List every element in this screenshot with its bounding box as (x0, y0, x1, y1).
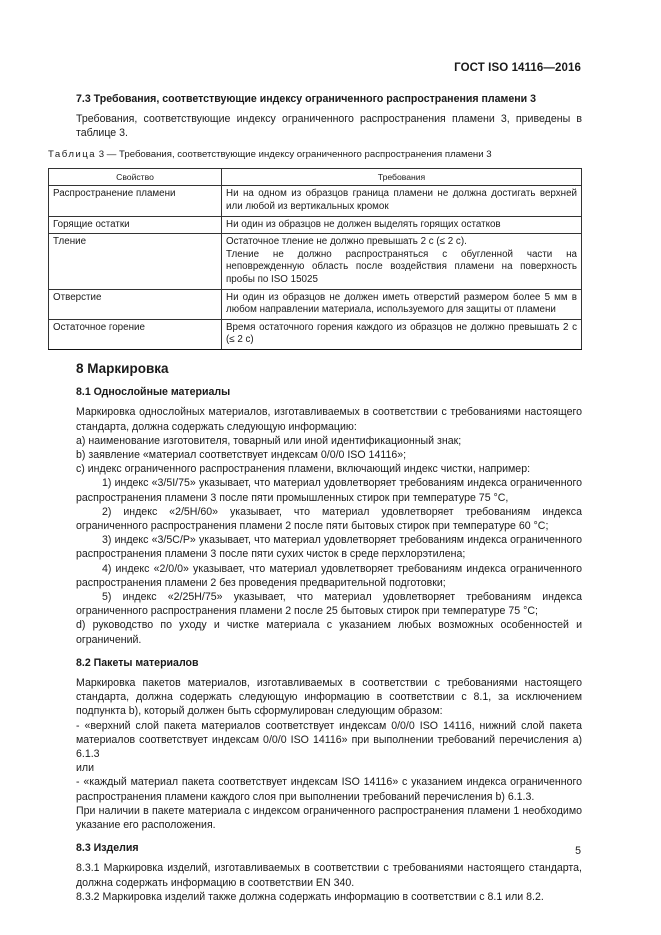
col-header-property: Свойство (49, 168, 222, 186)
row-property: Отверстие (49, 289, 222, 319)
section-8-3-1: 8.3.1 Маркировка изделий, изготавливаемых в соответствии с требованиями настоящего стандарта, должна содержать информацию в соответствии EN 340. (76, 862, 582, 889)
table-row (49, 319, 582, 349)
list-item-a: a) наименование изготовителя, товарный или иной идентификационный знак; (76, 434, 462, 447)
row-property: Горящие остатки (49, 216, 222, 234)
row-requirement-line: Тление не должно распространяться с обугленной части на неповрежденную область после воздействия пламени на поверхность пробы по ISO 15025 (226, 248, 577, 285)
list-item-d: d) руководство по уходу и чистке материала с указанием любых возможных особенностей и ограничений. (76, 619, 582, 646)
table-caption-word: Таблица (48, 148, 97, 160)
section-8-2-intro: Маркировка пакетов материалов, изготавливаемых в соответствии с требованиями настоящего стандарта, должна содержать следующую информацию в соответствии с 8.1, за исключением подпункта b), который должен быть сформулирован следующим образом: (76, 677, 582, 718)
row-property: Распространение пламени (49, 186, 222, 216)
requirements-table (48, 168, 582, 350)
table-row (49, 186, 582, 216)
section-8-heading: 8 Маркировка (76, 360, 169, 376)
row-requirement: Ни один из образцов не должен выделять горящих остатков (222, 216, 582, 234)
page-number: 5 (575, 845, 581, 857)
section-7-3-text: Требования, соответствующие индексу ограниченного распространения пламени 3, приведены в таблице 3. (76, 113, 582, 140)
section-8-3-2: 8.3.2 Маркировка изделий также должна содержать информацию в соответствии с 8.1 или 8.2. (76, 890, 544, 903)
list-subitem-1: 1) индекс «3/5I/75» указывает, что материал удовлетворяет требованиям индекса ограниченного распространения пламени 3 после пяти промышленных стирок при температуре 75 °C, (76, 477, 582, 504)
row-requirement-line: Остаточное тление не должно превышать 2 с (≤ 2 с). (226, 236, 467, 248)
table-caption (48, 148, 582, 162)
row-requirement: Ни один из образцов не должен иметь отверстий размером более 5 мм в любом направлении материала, используемого для защиты от пламени (222, 289, 582, 319)
list-subitem-5: 5) индекс «2/25H/75» указывает, что материал удовлетворяет требованиям индекса ограниченного распространения пламени 2 после 25 бытовых стирок при температуре 75 °C; (76, 590, 582, 618)
section-8-3-heading: 8.3 Изделия (76, 842, 139, 855)
row-requirement: Время остаточного горения каждого из образцов не должно превышать 2 с (≤ 2 с) (222, 319, 582, 349)
list-item-c: c) индекс ограниченного распространения пламени, включающий индекс чистки, например: (76, 463, 531, 476)
list-item-b: b) заявление «материал соответствует индексам 0/0/0 ISO 14116»; (76, 448, 407, 461)
row-property: Тление (49, 234, 222, 289)
table-row (49, 216, 582, 234)
section-8-1-heading: 8.1 Однослойные материалы (76, 386, 231, 399)
section-8-2-tail: При наличии в пакете материала с индексом ограниченного распространения пламени 1 необходимо указание его расположения. (76, 804, 582, 832)
row-requirement (222, 234, 582, 289)
table-row (49, 234, 582, 289)
table-row (49, 289, 582, 319)
or-text: или (76, 762, 95, 775)
row-property: Остаточное горение (49, 319, 222, 349)
list-subitem-2: 2) индекс «2/5H/60» указывает, что материал удовлетворяет требованиям индекса ограниченного распространения пламени 2 после пяти бытовых стирок при температуре 60 °C; (76, 505, 582, 532)
standard-header: ГОСТ ISO 14116—2016 (454, 62, 581, 74)
list-subitem-3: 3) индекс «3/5C/P» указывает, что материал удовлетворяет требованиям индекса ограниченного распространения пламени 3 после пяти сухих чисток в среде перхлорэтилена; (76, 534, 582, 561)
dash-item-2: - «каждый материал пакета соответствует индексам ISO 14116» с указанием индекса ограниченного распространения пламени каждого слоя при выполнении требований перечисления b) 6.1.3. (76, 776, 582, 803)
col-header-requirements: Требования (222, 168, 582, 186)
section-7-3-heading: 7.3 Требования, соответствующие индексу ограниченного распространения пламени 3 (76, 93, 536, 105)
page-content (48, 92, 582, 904)
table-header-row (49, 168, 582, 186)
table-caption-text: 3 — Требования, соответствующие индексу ограниченного распространения пламени 3 (98, 148, 492, 160)
row-requirement: Ни на одном из образцов граница пламени не должна достигать верхней или любой из вертикальных кромок (222, 186, 582, 216)
list-subitem-4: 4) индекс «2/0/0» указывает, что материал удовлетворяет требованиям индекса ограниченного распространения пламени 2 без проведения предварительной подготовки; (76, 562, 582, 589)
section-8-1-intro: Маркировка однослойных материалов, изготавливаемых в соответствии с требованиями настоящего стандарта, должна содержать следующую информацию: (76, 406, 582, 433)
dash-item-1: - «верхний слой пакета материалов соответствует индексам 0/0/0 ISO 14116, нижний слой пакета материалов соответствует индексам 0/0/0 ISO 14116» при выполнении требований перечисления a) 6.1.3 (76, 719, 582, 761)
section-8-2-heading: 8.2 Пакеты материалов (76, 656, 199, 669)
